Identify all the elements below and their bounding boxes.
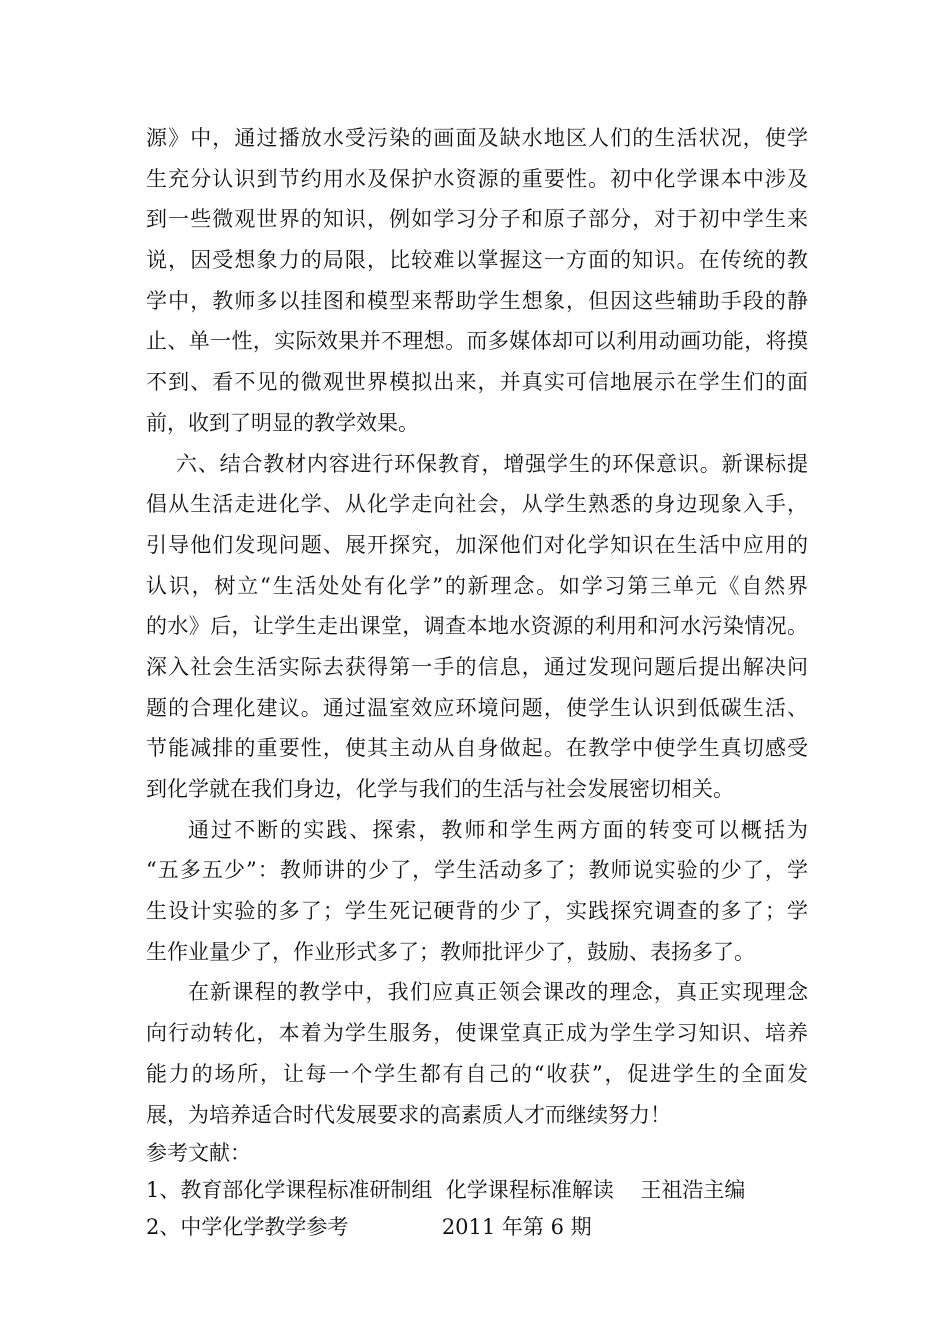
text-line: 到一些微观世界的知识，例如学习分子和原子部分，对于初中学生来	[146, 207, 808, 232]
paragraph	[146, 444, 808, 810]
text-line: 深入社会生活实际去获得第一手的信息，通过发现问题后提出解决问	[146, 654, 808, 679]
references-heading: 参考文献：	[146, 1141, 251, 1166]
text-line: 引导他们发现问题、展开探究，加深他们对化学知识在生活中应用的	[146, 532, 808, 557]
references-list	[146, 1172, 808, 1246]
text-line: 向行动转化，本着为学生服务，使课堂真正成为学生学习知识、培养	[146, 1021, 808, 1046]
text-line: 在新课程的教学中，我们应真正领会课改的理念，真正实现理念	[188, 980, 808, 1005]
text-line: 生设计实验的多了；学生死记硬背的少了，实践探究调查的多了；学	[146, 899, 808, 924]
text-line: 能力的场所，让每一个学生都有自己的“收获”，促进学生的全面发	[146, 1061, 808, 1086]
reference-item: 2、中学化学教学参考 2011 年第 6 期	[146, 1215, 592, 1240]
text-line: “五多五少”：教师讲的少了，学生活动多了；教师说实验的少了，学	[146, 858, 808, 883]
text-line: 前，收到了明显的教学效果。	[146, 410, 419, 435]
text-line: 题的合理化建议。通过温室效应环境问题，使学生认识到低碳生活、	[146, 695, 808, 720]
text-line: 不到、看不见的微观世界模拟出来，并真实可信地展示在学生们的面	[146, 370, 808, 395]
text-line: 的水》后，让学生走出课堂，调查本地水资源的利用和河水污染情况。	[146, 614, 808, 639]
text-line: 止、单一性，实际效果并不理想。而多媒体却可以利用动画功能，将摸	[146, 329, 808, 354]
paragraph	[146, 118, 808, 444]
text-line: 生充分认识到节约用水及保护水资源的重要性。初中化学课本中涉及	[146, 166, 808, 191]
text-line: 通过不断的实践、探索，教师和学生两方面的转变可以概括为	[188, 817, 808, 842]
text-line: 节能减排的重要性，使其主动从自身做起。在教学中使学生真切感受	[146, 736, 808, 761]
text-line: 六、结合教材内容进行环保教育，增强学生的环保意识。新课标提	[176, 451, 808, 476]
text-line: 到化学就在我们身边，化学与我们的生活与社会发展密切相关。	[146, 777, 734, 801]
text-line: 源》中，通过播放水受污染的画面及缺水地区人们的生活状况，使学	[146, 126, 808, 150]
reference-item: 1、教育部化学课程标准研制组 化学课程标准解读 王祖浩主编	[146, 1178, 746, 1203]
document-page	[146, 118, 808, 1246]
body-text	[146, 118, 808, 1135]
paragraph	[146, 972, 808, 1135]
text-line: 展，为培养适合时代发展要求的高素质人才而继续努力！	[146, 1102, 671, 1127]
text-line: 说，因受想象力的局限，比较难以掌握这一方面的知识。在传统的教	[146, 248, 808, 273]
text-line: 生作业量少了，作业形式多了；教师批评少了，鼓励、表扬多了。	[146, 939, 755, 964]
text-line: 学中，教师多以挂图和模型来帮助学生想象，但因这些辅助手段的静	[146, 288, 808, 313]
paragraph	[146, 810, 808, 973]
text-line: 认识，树立“生活处处有化学”的新理念。如学习第三单元《自然界	[146, 573, 808, 598]
text-line: 倡从生活走进化学、从化学走向社会，从学生熟悉的身边现象入手，	[146, 492, 808, 517]
